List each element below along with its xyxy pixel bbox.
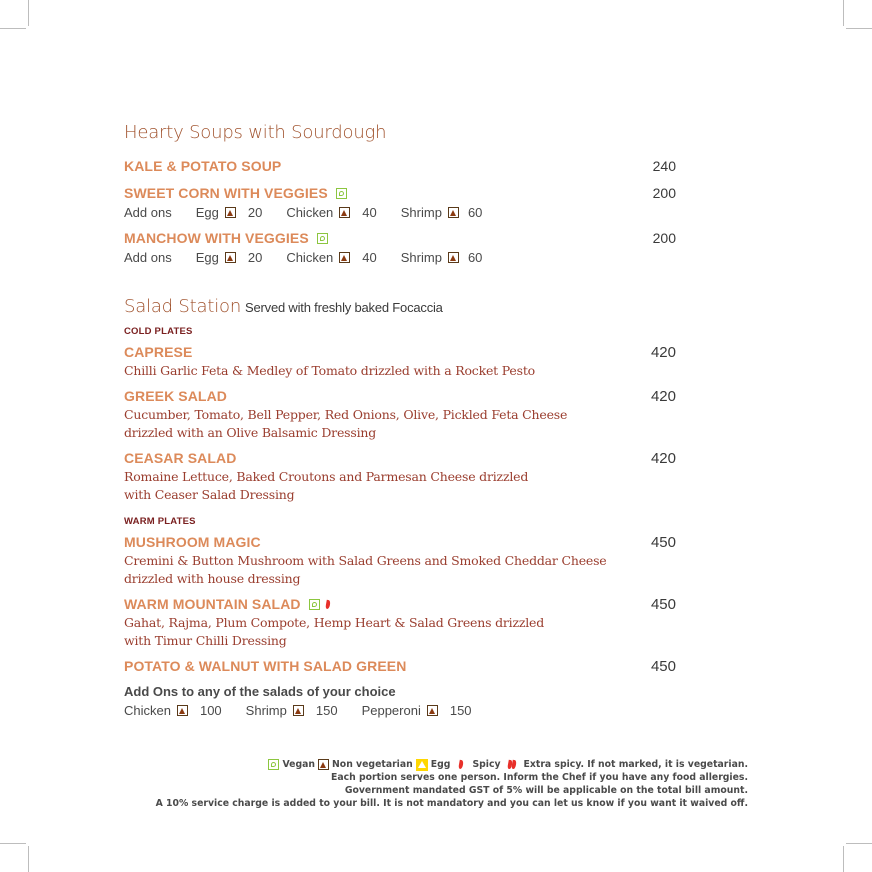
item-description: Gahat, Rajma, Plum Compote, Hemp Heart & Salad Greens drizzled with Timur Chilli Dressing [124, 615, 545, 648]
menu-item-caprese [124, 344, 684, 380]
menu-item-kale-potato-soup [124, 158, 684, 174]
non-veg-icon [427, 705, 438, 716]
legend-line: Government mandated GST of 5% will be applicable on the total bill amount. [344, 785, 748, 796]
category-cold-plates: COLD PLATES [124, 326, 193, 337]
vegan-icon [268, 759, 279, 770]
item-price: 450 [650, 596, 676, 613]
item-name: KALE & POTATO SOUP [124, 158, 282, 174]
item-name: MANCHOW WITH VEGGIES [124, 230, 309, 246]
non-veg-icon [177, 705, 188, 716]
non-veg-icon [339, 207, 350, 218]
section-subtitle: Served with freshly baked Focaccia [245, 300, 443, 315]
section-title-salad: Salad Station Served with freshly baked Focaccia [124, 296, 443, 317]
egg-icon [416, 759, 428, 771]
legend-line: Each portion serves one person. Inform the Chef if you have any food allergies. [330, 772, 748, 783]
item-price: 200 [652, 185, 676, 201]
non-veg-icon [225, 207, 236, 218]
item-name: WARM MOUNTAIN SALAD [124, 596, 301, 612]
non-veg-icon [318, 759, 329, 770]
item-name: GREEK SALAD [124, 388, 227, 404]
menu-item-sweet-corn [124, 185, 684, 220]
addons-row: Add ons Egg 20 Chicken 40 Shrimp 60 [124, 250, 483, 265]
item-price: 420 [650, 388, 676, 405]
non-veg-icon [448, 207, 459, 218]
menu-item-potato-walnut [124, 658, 684, 674]
item-name: CAPRESE [124, 344, 193, 360]
section-title-soups: Hearty Soups with Sourdough [124, 122, 387, 143]
non-veg-icon [225, 252, 236, 263]
category-warm-plates: WARM PLATES [124, 516, 196, 527]
item-price: 200 [652, 230, 676, 246]
crop-mark [28, 0, 29, 26]
item-description: Romaine Lettuce, Baked Croutons and Parmesan Cheese drizzled with Ceaser Salad Dressing [124, 469, 529, 502]
salad-addons [124, 684, 684, 718]
addons-row: Add ons Egg 20 Chicken 40 Shrimp 60 [124, 205, 483, 220]
item-description: Cremini & Button Mushroom with Salad Greens and Smoked Cheddar Cheese drizzled with house dressing [124, 553, 607, 586]
vegan-icon [336, 188, 347, 199]
spicy-chili-icon [325, 599, 331, 609]
item-price: 450 [650, 534, 676, 551]
non-veg-icon [293, 705, 304, 716]
item-price: 420 [650, 450, 676, 467]
addons-heading: Add Ons to any of the salads of your choice [124, 684, 396, 699]
item-description: Cucumber, Tomato, Bell Pepper, Red Onions, Olive, Pickled Feta Cheese drizzled with an Olive Balsamic Dressing [124, 407, 568, 440]
legend-line: A 10% service charge is added to your bill. It is not mandatory and you can let us know if you want it waived off. [155, 798, 748, 809]
menu-item-manchow [124, 230, 684, 265]
menu-item-mushroom-magic [124, 534, 684, 588]
item-price: 420 [650, 344, 676, 361]
non-veg-icon [339, 252, 350, 263]
extra-spicy-chili-icon [508, 760, 517, 769]
crop-mark [0, 28, 26, 29]
non-veg-icon [448, 252, 459, 263]
item-name: MUSHROOM MAGIC [124, 534, 261, 550]
vegan-icon [309, 599, 320, 610]
legend-footer: Vegan Non vegetarian Egg Spicy Extra spicy. If not marked, it is vegetarian. Each portion serves one person. Inform the Chef if you have any food allergies. Government mandated GST of 5% will be applicable on the total bill amount. A 10% service charge is added to your bill. It is not mandatory and you can let us know if you want it waived off. [155, 759, 748, 809]
crop-mark [843, 0, 844, 26]
menu-item-ceasar-salad [124, 450, 684, 504]
crop-mark [28, 846, 29, 872]
crop-mark [0, 843, 26, 844]
addons-row: Chicken 100 Shrimp 150 Pepperoni 150 [124, 703, 472, 718]
vegan-icon [317, 233, 328, 244]
crop-mark [846, 28, 872, 29]
item-description: Chilli Garlic Feta & Medley of Tomato drizzled with a Rocket Pesto [124, 363, 535, 378]
crop-mark [846, 843, 872, 844]
menu-item-greek-salad [124, 388, 684, 442]
item-name: CEASAR SALAD [124, 450, 237, 466]
item-name: SWEET CORN WITH VEGGIES [124, 185, 328, 201]
item-name: POTATO & WALNUT WITH SALAD GREEN [124, 658, 407, 674]
menu-item-warm-mountain-salad [124, 596, 684, 650]
spicy-chili-icon [459, 760, 465, 770]
item-price: 450 [650, 658, 676, 675]
crop-mark [843, 846, 844, 872]
item-price: 240 [652, 158, 676, 174]
